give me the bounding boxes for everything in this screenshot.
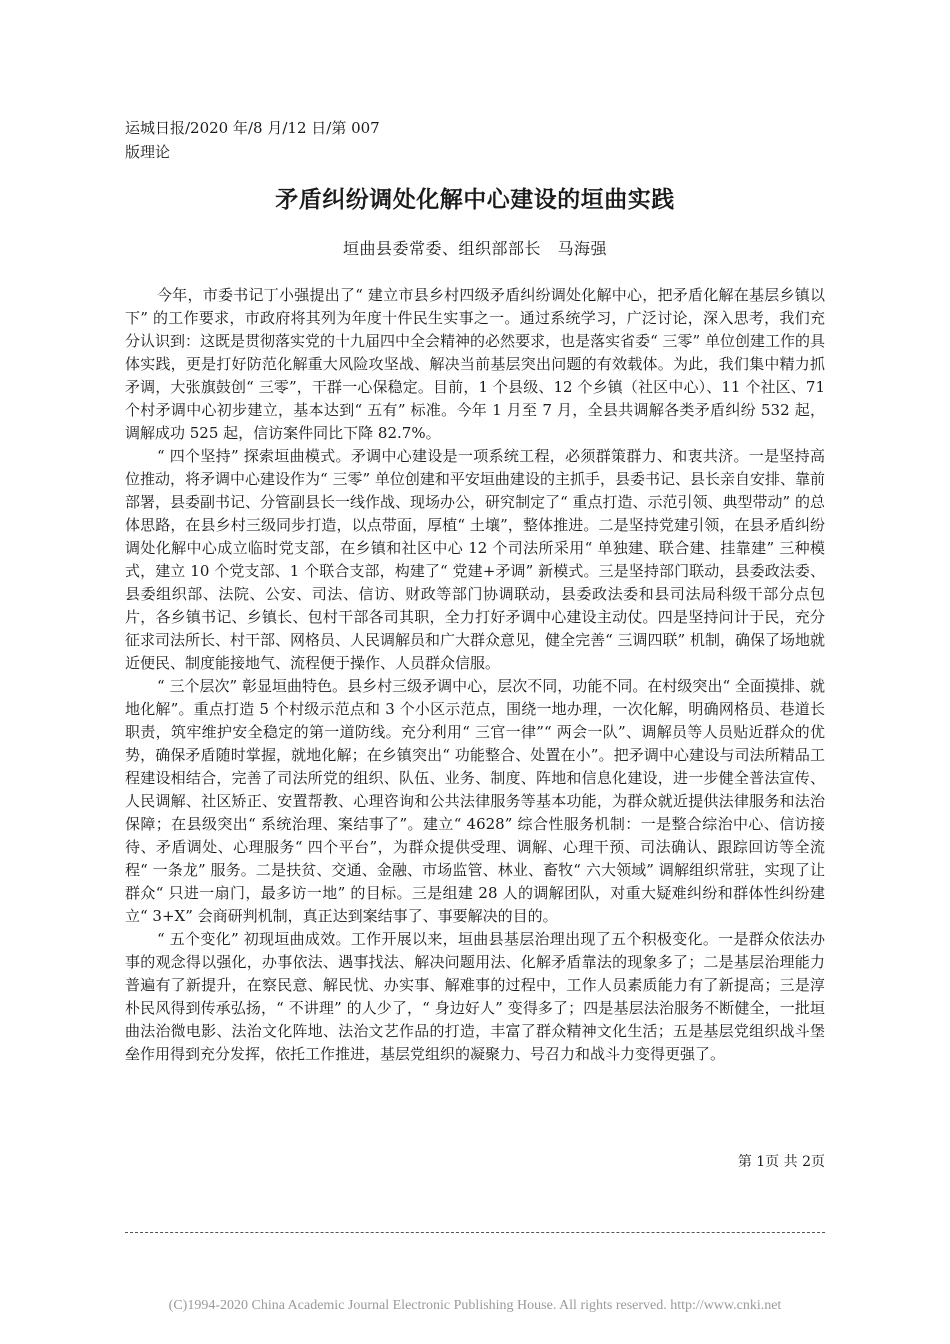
source-line-1: 运城日报/2020 年/8 月/12 日/第 007 <box>125 119 380 137</box>
divider-line <box>125 1232 825 1233</box>
source-info <box>125 116 425 164</box>
paragraph-four-persistences: “ 四个坚持” 探索垣曲模式。矛调中心建设是一项系统工程，必须群策群力、和衷共济。一是坚持高位推动，将矛调中心建设作为“ 三零” 单位创建和平安垣曲建设的主抓手，县委书记、县长亲自安排、靠前部署，县委副书记、分管副县长一线作战、现场办公，研究制定了“ 重点打造、示范引领、典型带动” 的总体思路，在县乡村三级同步打造，以点带面，厚植“ 土壤”，整体推进。二是坚持党建引领，在县矛盾纠纷调处化解中心成立临时党支部，在乡镇和社区中心 12 个司法所采用“ 单独建、联合建、挂靠建” 三种模式，建立 10 个党支部、1 个联合支部，构建了“ 党建+矛调” 新模式。三是坚持部门联动，县委政法委、县委组织部、法院、公安、司法、信访、财政等部门协调联动，县委政法委和县司法局科级干部分点包片，各乡镇书记、乡镇长、包村干部各司其职，全力打好矛调中心建设主动仗。四是坚持问计于民，充分征求司法所长、村干部、网格员、人民调解员和广大群众意见，健全完善“ 三调四联” 机制，确保了场地就近便民、制度能接地气、流程便于操作、人员群众信服。 <box>125 447 825 672</box>
paragraph-intro: 今年，市委书记丁小强提出了“ 建立市县乡村四级矛盾纠纷调处化解中心，把矛盾化解在基层乡镇以下” 的工作要求，市政府将其列为年度十件民生实事之一。通过系统学习，广泛讨论，深入思考，我们充分认识到：这既是贯彻落实党的十九届四中全会精神的必然要求，也是落实省委“ 三零” 单位创建工作的具体实践，更是打好防范化解重大风险攻坚战、解决当前基层突出问题的有效载体。为此，我们集中精力抓矛调，大张旗鼓创“ 三零”，干群一心保稳定。目前，1 个县级、12 个乡镇（社区中心）、11 个社区、71 个村矛调中心初步建立，基本达到“ 五有” 标准。今年 1 月至 7 月，全县共调解各类矛盾纠纷 532 起，调解成功 525 起，信访案件同比下降 82.7%。 <box>125 286 825 442</box>
article-body <box>125 284 825 1066</box>
copyright-footer: (C)1994-2020 China Academic Journal Electronic Publishing House. All rights reserved. http://www.cnki.net <box>168 1298 782 1313</box>
source-line-2: 版理论 <box>125 143 171 161</box>
paragraph-three-levels: “ 三个层次” 彰显垣曲特色。县乡村三级矛调中心，层次不同，功能不同。在村级突出“ 全面摸排、就地化解”。重点打造 5 个村级示范点和 3 个小区示范点，围绕一地办理，一次化解，明确网格员、巷道长职责，筑牢维护安全稳定的第一道防线。充分利用“ 三官一律”“ 两会一队”、调解员等人员贴近群众的优势，确保矛盾随时掌握，就地化解；在乡镇突出“ 功能整合、处置在小”。把矛调中心建设与司法所精品工程建设相结合，完善了司法所党的组织、队伍、业务、制度、阵地和信息化建设，进一步健全普法宣传、人民调解、社区矫正、安置帮教、心理咨询和公共法律服务等基本功能，为群众就近提供法律服务和法治保障；在县级突出“ 系统治理、案结事了”。建立“ 4628” 综合性服务机制：一是整合综治中心、信访接待、矛盾调处、心理服务“ 四个平台”，为群众提供受理、调解、心理干预、司法确认、跟踪回访等全流程“ 一条龙” 服务。二是扶贫、交通、金融、市场监管、林业、畜牧“ 六大领域” 调解组织常驻，实现了让群众“ 只进一扇门，最多访一地” 的目标。三是组建 28 人的调解团队，对重大疑难纠纷和群体性纠纷建立“ 3+X” 会商研判机制，真正达到案结事了、事要解决的目的。 <box>125 677 825 925</box>
paragraph-five-changes: “ 五个变化” 初现垣曲成效。工作开展以来，垣曲县基层治理出现了五个积极变化。一是群众依法办事的观念得以强化，办事依法、遇事找法、解决问题用法、化解矛盾靠法的现象多了；二是基层治理能力普遍有了新提升，在察民意、解民忧、办实事、解难事的过程中，工作人员素质能力有了新提高；三是淳朴民风得到传承弘扬，“ 不讲理” 的人少了，“ 身边好人” 变得多了；四是基层法治服务不断健全，一批垣曲法治微电影、法治文化阵地、法治文艺作品的打造，丰富了群众精神文化生活；五是基层党组织战斗堡垒作用得到充分发挥，依托工作推进，基层党组织的凝聚力、号召力和战斗力变得更强了。 <box>125 930 825 1063</box>
article-title: 矛盾纠纷调处化解中心建设的垣曲实践 <box>275 187 675 213</box>
page-number: 第 1页 共 2页 <box>737 1154 825 1170</box>
article-author: 垣曲县委常委、组织部部长 马海强 <box>342 239 607 258</box>
